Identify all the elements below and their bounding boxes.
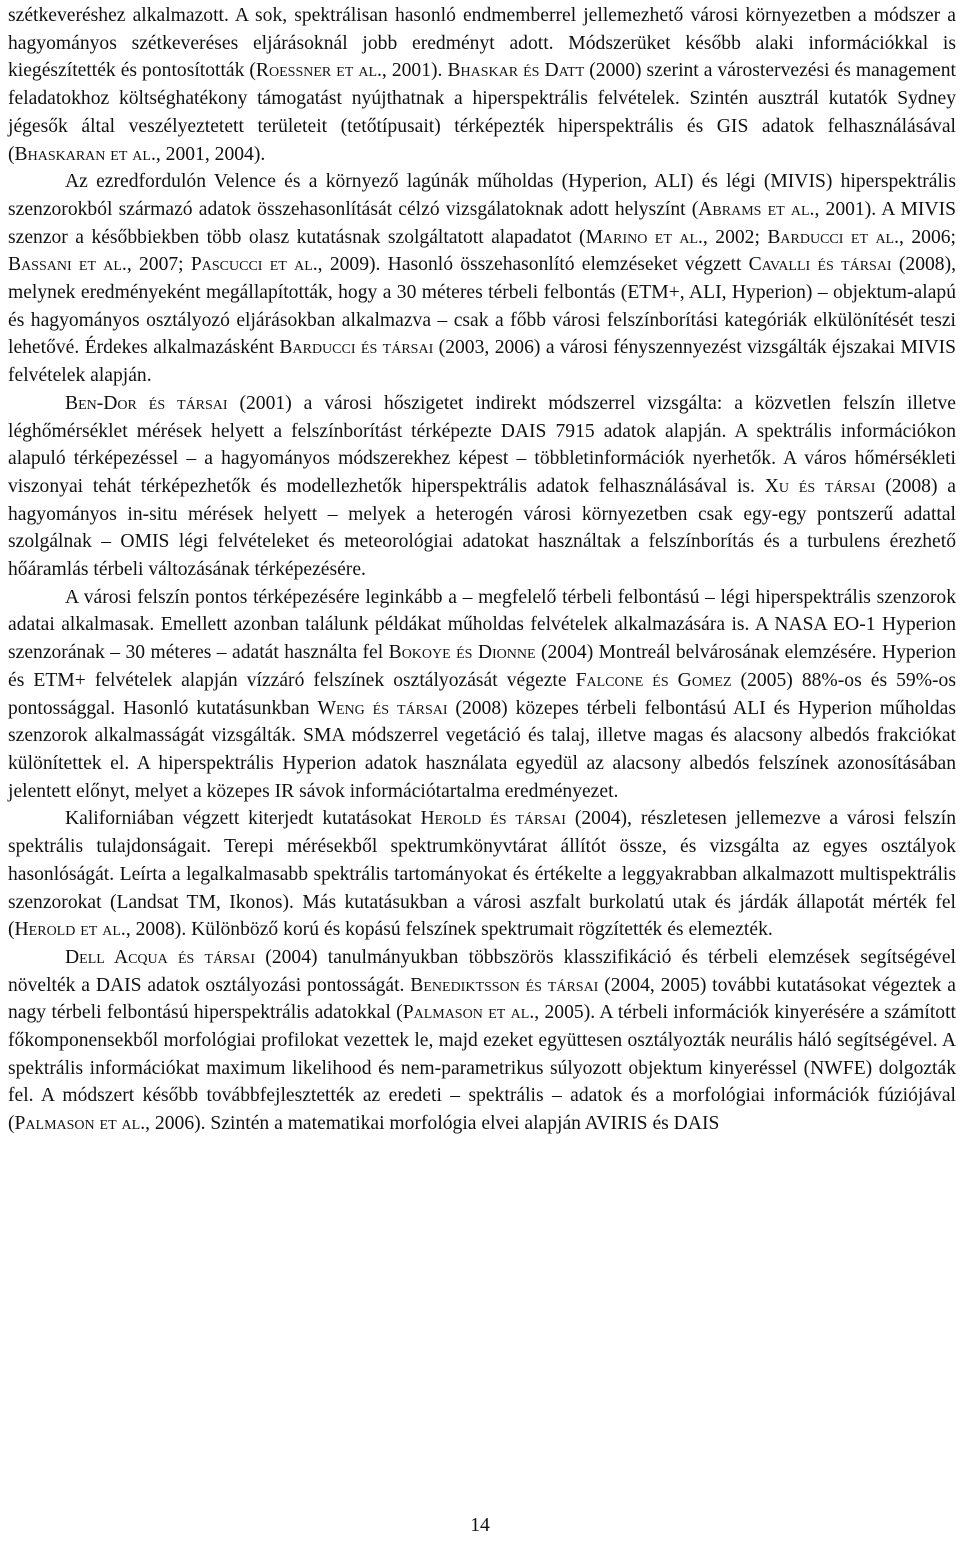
citation-author: Bokoye és Dionne [388, 642, 536, 664]
citation-author: Barducci és társai [279, 337, 434, 359]
citation-author: Roessner et al. [255, 60, 382, 82]
paragraph-text: Kaliforniában végzett kiterjedt kutatásokat [65, 808, 421, 830]
citation-author: Xu és társai [764, 475, 876, 497]
citation-author: Bassani et al. [8, 254, 127, 276]
citation-author: Abrams et al. [698, 198, 815, 220]
paragraph-text: , 2007; [126, 254, 191, 276]
paragraph-text: (2000) szerint a várostervezési és management feladatokhoz költséghatékony támogatást nyújthatnak a hiperspektrális felvételek. Szintén ausztrál kutatók Sydney jégesők által veszélyeztetett területeit (tetőtípusait) térképezték hiperspektrális és GIS adatok felhasználásával ( [8, 60, 956, 165]
paragraph-text: , 2001). [381, 60, 448, 82]
citation-author: Marino et al. [585, 226, 703, 248]
citation-author: Falcone és Gomez [575, 669, 732, 691]
document-page [8, 2, 956, 1138]
paragraph-text: , 2001). A MIVIS szenzor a későbbiekben több olasz kutatásnak szolgáltatott alapadatot ( [8, 198, 956, 248]
citation-author: Ben-Dor és társai [65, 392, 228, 414]
paragraph-text: (2004) Montreál belvárosának elemzésére. Hyperion és ETM+ felvételek alapján vízzáró felszínek osztályozását végezte [8, 642, 956, 691]
paragraph-text: Az ezredfordulón Velence és a környező lagúnák műholdas (Hyperion, ALI) és légi (MIVIS) hiperspektrális szenzorokból származó adatok összehasonlítását célzó vizsgálatoknak adott helyszínt ( [8, 171, 956, 220]
citation-author: Palmason et al. [402, 1002, 535, 1024]
paragraph-1 [8, 2, 956, 168]
paragraph-text: (2008) a hagyományos in-situ mérések helyett – melyek a heterogén városi környezetben csak egy-egy pontszerű adattal szolgálnak – OMIS légi felvételeket és meteorológiai adatokat használtak a felszínborítás és a turbulens érezhető hőáramlás térbeli változásának térképezésére. [8, 475, 956, 581]
citation-author: Palmason et al. [14, 1113, 146, 1135]
paragraph-text: (2008) közepes térbeli felbontású ALI és Hyperion műholdas szenzorok alkalmasságát vizsgálták. SMA módszerrel vegetáció és talaj, illetve magas és alacsony albedós frakciókat különítettek el. A hiperspektrális Hyperion adatok használata egyedül az alacsony albedós felszínek azonosításában jelentett előnyt, melyet a közepes IR sávok információtartalma eredményezet. [8, 697, 956, 802]
citation-author: Pascucci et al. [190, 254, 318, 276]
paragraph-text: , 2001, 2004). [155, 143, 266, 165]
citation-author: Herold és társai [420, 808, 566, 830]
paragraph-5 [8, 805, 956, 944]
paragraph-text: A városi felszín pontos térképezésére leginkább a – megfelelő térbeli felbontású – légi hiperspektrális szenzorok adatai alkalmasak. Emellett azonban találunk példákat műholdas felvételek alkalmazására is. A NASA EO-1 Hyperion szenzorának – 30 méteres – adatát használta fel [8, 586, 956, 664]
paragraph-text: (2005) 88%-os és 59%-os pontossággal. Hasonló kutatásunkban [8, 669, 956, 719]
citation-author: Bhaskar és Datt [447, 60, 585, 82]
citation-author: Barducci et al. [767, 226, 900, 248]
paragraph-text: (2003, 2006) a városi fényszennyezést vizsgálták éjszakai MIVIS felvételek alapján. [8, 337, 956, 387]
paragraph-text: , 2005). A térbeli információk kinyerésére a számított főkomponensekből morfológiai profilokat vezettek le, majd ezeket együttesen osztályozták neurális háló segítségével. A spektrális információkat maximum likelihood és nem-parametrikus súlyozott objektum kinyeréssel (NWFE) dolgozták fel. A módszert később továbbfejlesztették az eredeti – spektrális – adatok és a morfológiai információk fúziójával ( [8, 1002, 956, 1135]
paragraph-6 [8, 944, 956, 1138]
citation-author: Herold et al. [14, 919, 126, 941]
paragraph-text: , 2002; [702, 226, 768, 248]
citation-author: Bhaskaran et al. [14, 143, 156, 165]
paragraph-2 [8, 168, 956, 390]
citation-author: Benediktsson és társai [410, 974, 599, 996]
paragraph-3 [8, 390, 956, 584]
paragraph-text: (2001) a városi hőszigetet indirekt módszerrel vizsgálta: a közvetlen felszín illetve léghőmérséklet mérések helyett a felszínborítást térképezte DAIS 7915 adatok alapján. A spektrális információkon alapuló térképezéssel – a hagyományos módszerekhez képest – többletinformációk nyerhetők. A város hőmérsékleti viszonyai tehát térképezhetők és modellezhetők hiperspektrális adatok felhasználásával is. [8, 392, 956, 497]
paragraph-text: (2004), részletesen jellemezve a városi felszín spektrális tulajdonságait. Terepi mérésekből spektrumkönyvtárat állítót össze, és vizsgálta az egyes osztályok hasonlóságát. Leírta a legalkalmasabb spektrális tartományokat és értékelte a leggyakrabban alkalmazott multispektrális szenzorokat (Landsat TM, Ikonos). Más kutatásukban a városi aszfalt burkolatú utak és járdák állapotát mérték fel ( [8, 808, 956, 941]
paragraph-text: (2008), melynek eredményeként megállapították, hogy a 30 méteres térbeli felbontás (ETM+, ALI, Hyperion) – objektum-alapú és hagyományos osztályozó eljárásokban alkalmazva – csak a főbb városi felszínborítási kategóriák elkülönítését teszi lehetővé. Érdekes alkalmazásként [8, 254, 957, 359]
citation-author: Weng és társai [317, 697, 448, 719]
paragraph-text: , 2006; [899, 226, 956, 248]
page-number: 14 [470, 1515, 490, 1536]
paragraph-text: , 2006). Szintén a matematikai morfológia elvei alapján AVIRIS és DAIS [145, 1113, 720, 1135]
paragraph-text: szétkeveréshez alkalmazott. A sok, spektrálisan hasonló endmemberrel jellemezhető városi környezetben a módszer a hagyományos szétkeveréses eljárásoknál jobb eredményt adott. Módszerüket később alaki információkkal is kiegészítették és pontosították ( [8, 5, 956, 82]
paragraph-text: , 2008). Különböző korú és kopású felszínek spektrumait rögzítették és elemezték. [125, 919, 773, 941]
citation-author: Cavalli és társai [748, 254, 892, 276]
citation-author: Dell Acqua és társai [65, 946, 256, 968]
paragraph-text: (2004) tanulmányukban többszörös klasszifikáció és térbeli elemzések segítségével növelték a DAIS adatok osztályozási pontosságát. [8, 946, 956, 996]
paragraph-4 [8, 584, 956, 806]
paragraph-text: (2004, 2005) további kutatásokat végeztek a nagy térbeli felbontású hiperspektrális adatokkal ( [8, 974, 956, 1024]
paragraph-text: , 2009). Hasonló összehasonlító elemzéseket végzett [317, 254, 749, 276]
